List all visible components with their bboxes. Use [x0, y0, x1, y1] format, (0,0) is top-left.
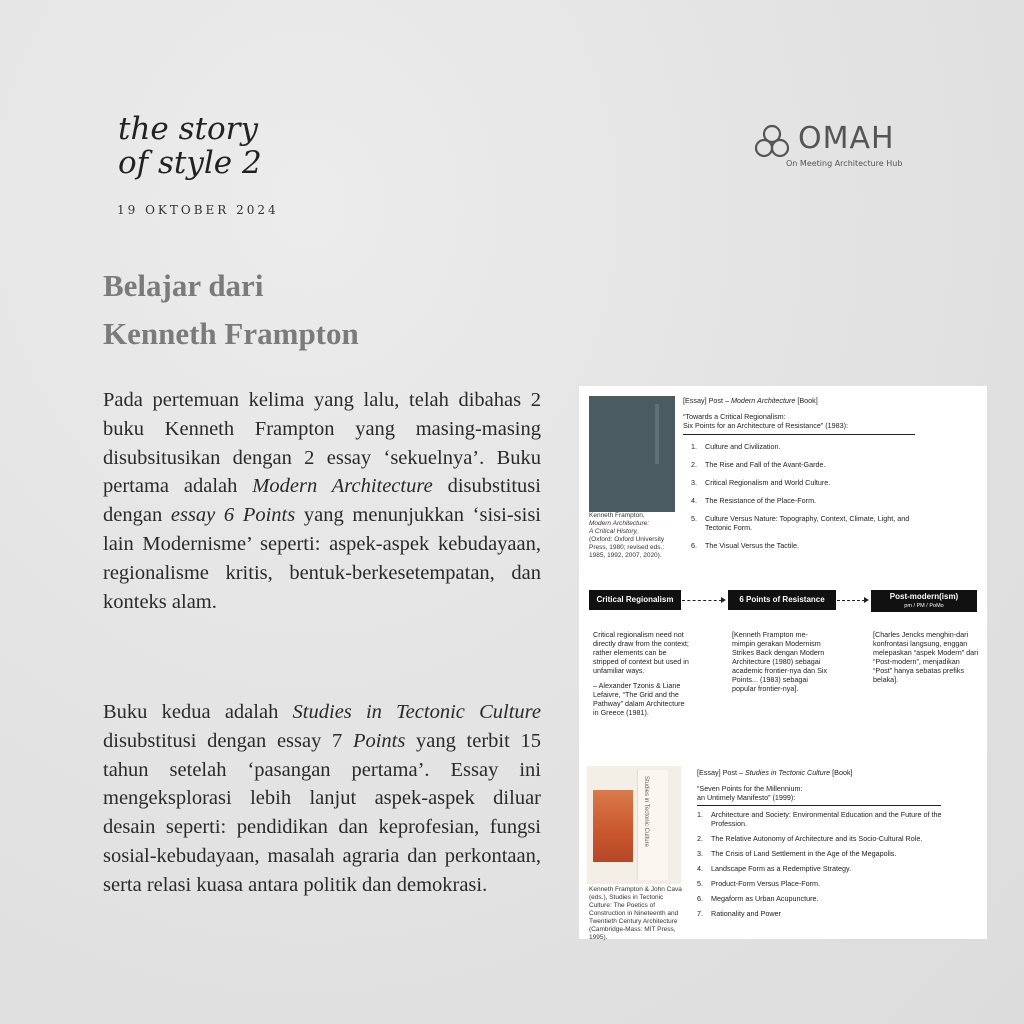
- section2-points-list: [697, 810, 947, 924]
- list-item-text: Architecture and Society: Environmental Education and the Future of the Profession.: [711, 810, 942, 828]
- list-item-number: 5.: [691, 514, 697, 523]
- list-item-text: Rationality and Power: [711, 909, 781, 918]
- p1-text-c: yang menunjukkan ‘sisi-sisi lain Modernisme’ seperti: aspek-aspek kebudayaan, regionalisme kritis, bentuk-berkesetempatan, dan konteks alam.: [103, 504, 541, 613]
- p1-italic-a: Modern Architecture: [252, 475, 433, 498]
- list-item-text: The Crisis of Land Settlement in the Age of the Megapolis.: [711, 849, 897, 858]
- book1-caption: [589, 512, 681, 560]
- list-item-text: The Rise and Fall of the Avant-Garde.: [705, 460, 826, 469]
- section2-rule: [697, 805, 941, 806]
- flow-arrowhead-1: [721, 597, 726, 603]
- flow-box3-title: Post-modern(ism): [889, 592, 959, 601]
- section2-header: [Essay] Post – Studies in Tectonic Culture [Book]: [697, 768, 853, 777]
- p2-text-a: Buku kedua adalah: [103, 701, 293, 723]
- list-item: [691, 541, 923, 550]
- logo-wordmark: OMAH: [798, 121, 895, 156]
- omah-logo: [750, 121, 940, 168]
- event-date: 19 OKTOBER 2024: [117, 203, 279, 217]
- list-item-text: Landscape Form as a Redemptive Strategy.: [711, 864, 852, 873]
- list-item-number: 3.: [691, 478, 697, 487]
- book1-caption-line3: A Critical History,: [589, 528, 639, 535]
- section1-essay-title: “Towards a Critical Regionalism: Six Points for an Architecture of Resistance” (1983):: [683, 412, 848, 430]
- book2-spine-title: Studies in Tectonic Culture: [643, 776, 649, 847]
- list-item-number: 6.: [697, 894, 703, 903]
- series-title: [118, 112, 262, 180]
- flow-col1: Critical regionalism need not directly draw from the context; rather elements can be stripped of context but used in unfamiliar ways. – Alexander Tzonis & Liane Lefaivre, “The Grid and the Pathway” dalam Architecture in Greece (1981).: [593, 630, 689, 717]
- flow-arrowhead-2: [864, 597, 869, 603]
- flow-box3-sub: pm / PM / PoMo: [904, 603, 944, 609]
- book2-caption: Kenneth Frampton & John Cava (eds.), Studies in Tectonic Culture: The Poetics of Construction in Nineteenth and Twentieth Century Architecture (Cambridge-Mass: MIT Press, 1995).: [589, 886, 682, 941]
- book-cover-tectonic-culture: [587, 766, 681, 884]
- book-cover-modern-architecture: [589, 396, 675, 512]
- series-title-line2: of style 2: [118, 145, 262, 181]
- p1-text-a: Pada pertemuan kelima yang lalu, telah dibahas 2 buku Kenneth Frampton yang masing-masing disubsitusikan dengan 2 essay ‘sekuelnya’. Buku pertama adalah: [103, 389, 541, 498]
- list-item-number: 1.: [691, 442, 697, 451]
- list-item-number: 4.: [697, 864, 703, 873]
- book1-caption-line2: Modern Architecture:: [589, 520, 650, 527]
- series-title-line1: the story: [118, 111, 258, 147]
- logo-subtitle: On Meeting Architecture Hub: [786, 159, 903, 168]
- list-item-number: 1.: [697, 810, 703, 819]
- section1-header: [Essay] Post – Modern Architecture [Book]: [683, 396, 818, 405]
- flow-arrow-2: [837, 600, 865, 601]
- paragraph-2: [103, 698, 541, 900]
- heading-line2: Kenneth Frampton: [103, 316, 359, 351]
- p1-italic-b: essay 6 Points: [170, 504, 296, 527]
- flow-box-critical-regionalism: Critical Regionalism: [589, 590, 681, 610]
- list-item-text: The Visual Versus the Tactile.: [705, 541, 800, 550]
- list-item: [691, 514, 923, 532]
- list-item: [697, 810, 947, 828]
- list-item: [691, 460, 923, 469]
- list-item: [697, 834, 947, 843]
- list-item: [697, 909, 947, 918]
- book2-cover-art: [593, 790, 633, 862]
- section1-rule: [683, 434, 915, 435]
- list-item-text: Critical Regionalism and World Culture.: [705, 478, 831, 487]
- list-item-number: 4.: [691, 496, 697, 505]
- list-item-text: Product-Form Versus Place-Form.: [711, 879, 821, 888]
- p1-text-b: disubstitusi dengan: [103, 475, 541, 527]
- heading-line1: Belajar dari: [103, 268, 264, 303]
- book-spine: [655, 404, 659, 464]
- flow-col3: [Charles Jencks menghin-dari konfrontasi langsung, enggan melepaskan “aspek Modern” dari “Post-modern”, menjadikan “Post” hanya sebatas prefiks belaka].: [873, 630, 979, 684]
- list-item: [697, 849, 947, 858]
- list-item: [697, 879, 947, 888]
- article-heading: [103, 262, 359, 358]
- list-item-text: The Relative Autonomy of Architecture and its Socio-Cultural Role.: [711, 834, 923, 843]
- p2-italic-a: Studies in Tectonic Culture: [292, 701, 541, 723]
- flow-col2: [Kenneth Frampton me-mimpin gerakan Modernism Strikes Back dengan Modern Architecture (1980) sebagai academic frontier-nya dan Six Points... (1983) sebagai popular frontier-nya].: [732, 630, 828, 693]
- document-panel: [579, 386, 987, 939]
- p2-text-c: yang terbit 15 tahun setelah ‘pasangan pertama’. Essay ini mengeksplorasi lebih lanjut aspek-aspek diluar desain seperti: pendidikan dan keprofesian, fungsi sosial-kebudayaan, masalah agraria dan perkontaan, serta relasi kuasa antara politik dan demokrasi.: [103, 729, 541, 896]
- trefoil-icon: [752, 122, 792, 162]
- list-item-number: 2.: [697, 834, 703, 843]
- list-item-number: 5.: [697, 879, 703, 888]
- list-item: [697, 894, 947, 903]
- list-item-number: 3.: [697, 849, 703, 858]
- list-item-text: Megaform as Urban Acupuncture.: [711, 894, 819, 903]
- flow-box-postmodern: [871, 590, 977, 612]
- list-item-number: 6.: [691, 541, 697, 550]
- section1-points-list: [691, 442, 923, 559]
- flow-arrow-1: [682, 600, 722, 601]
- list-item: [691, 478, 923, 487]
- list-item-text: The Resistance of the Place-Form.: [705, 496, 817, 505]
- list-item-number: 7.: [697, 909, 703, 918]
- section2-essay-title: “Seven Points for the Millennium: an Untimely Manifesto” (1999):: [697, 784, 803, 802]
- list-item-text: Culture Versus Nature: Topography, Context, Climate, Light, and Tectonic Form.: [705, 514, 910, 532]
- p2-italic-b: Points: [352, 729, 406, 752]
- book2-spine: [637, 770, 668, 880]
- list-item: [691, 496, 923, 505]
- list-item-number: 2.: [691, 460, 697, 469]
- list-item: [697, 864, 947, 873]
- list-item: [691, 442, 923, 451]
- list-item-text: Culture and Civilization.: [705, 442, 781, 451]
- flow-box-6-points: 6 Points of Resistance: [728, 590, 836, 610]
- book1-caption-line1: Kenneth Frampton,: [589, 512, 645, 519]
- p2-text-b: disubstitusi dengan essay 7: [103, 729, 353, 752]
- paragraph-1: [103, 386, 541, 616]
- book1-caption-line4: (Oxford: Oxford University Press, 1980; revised eds.: 1985, 1992, 2007, 2020).: [589, 536, 665, 559]
